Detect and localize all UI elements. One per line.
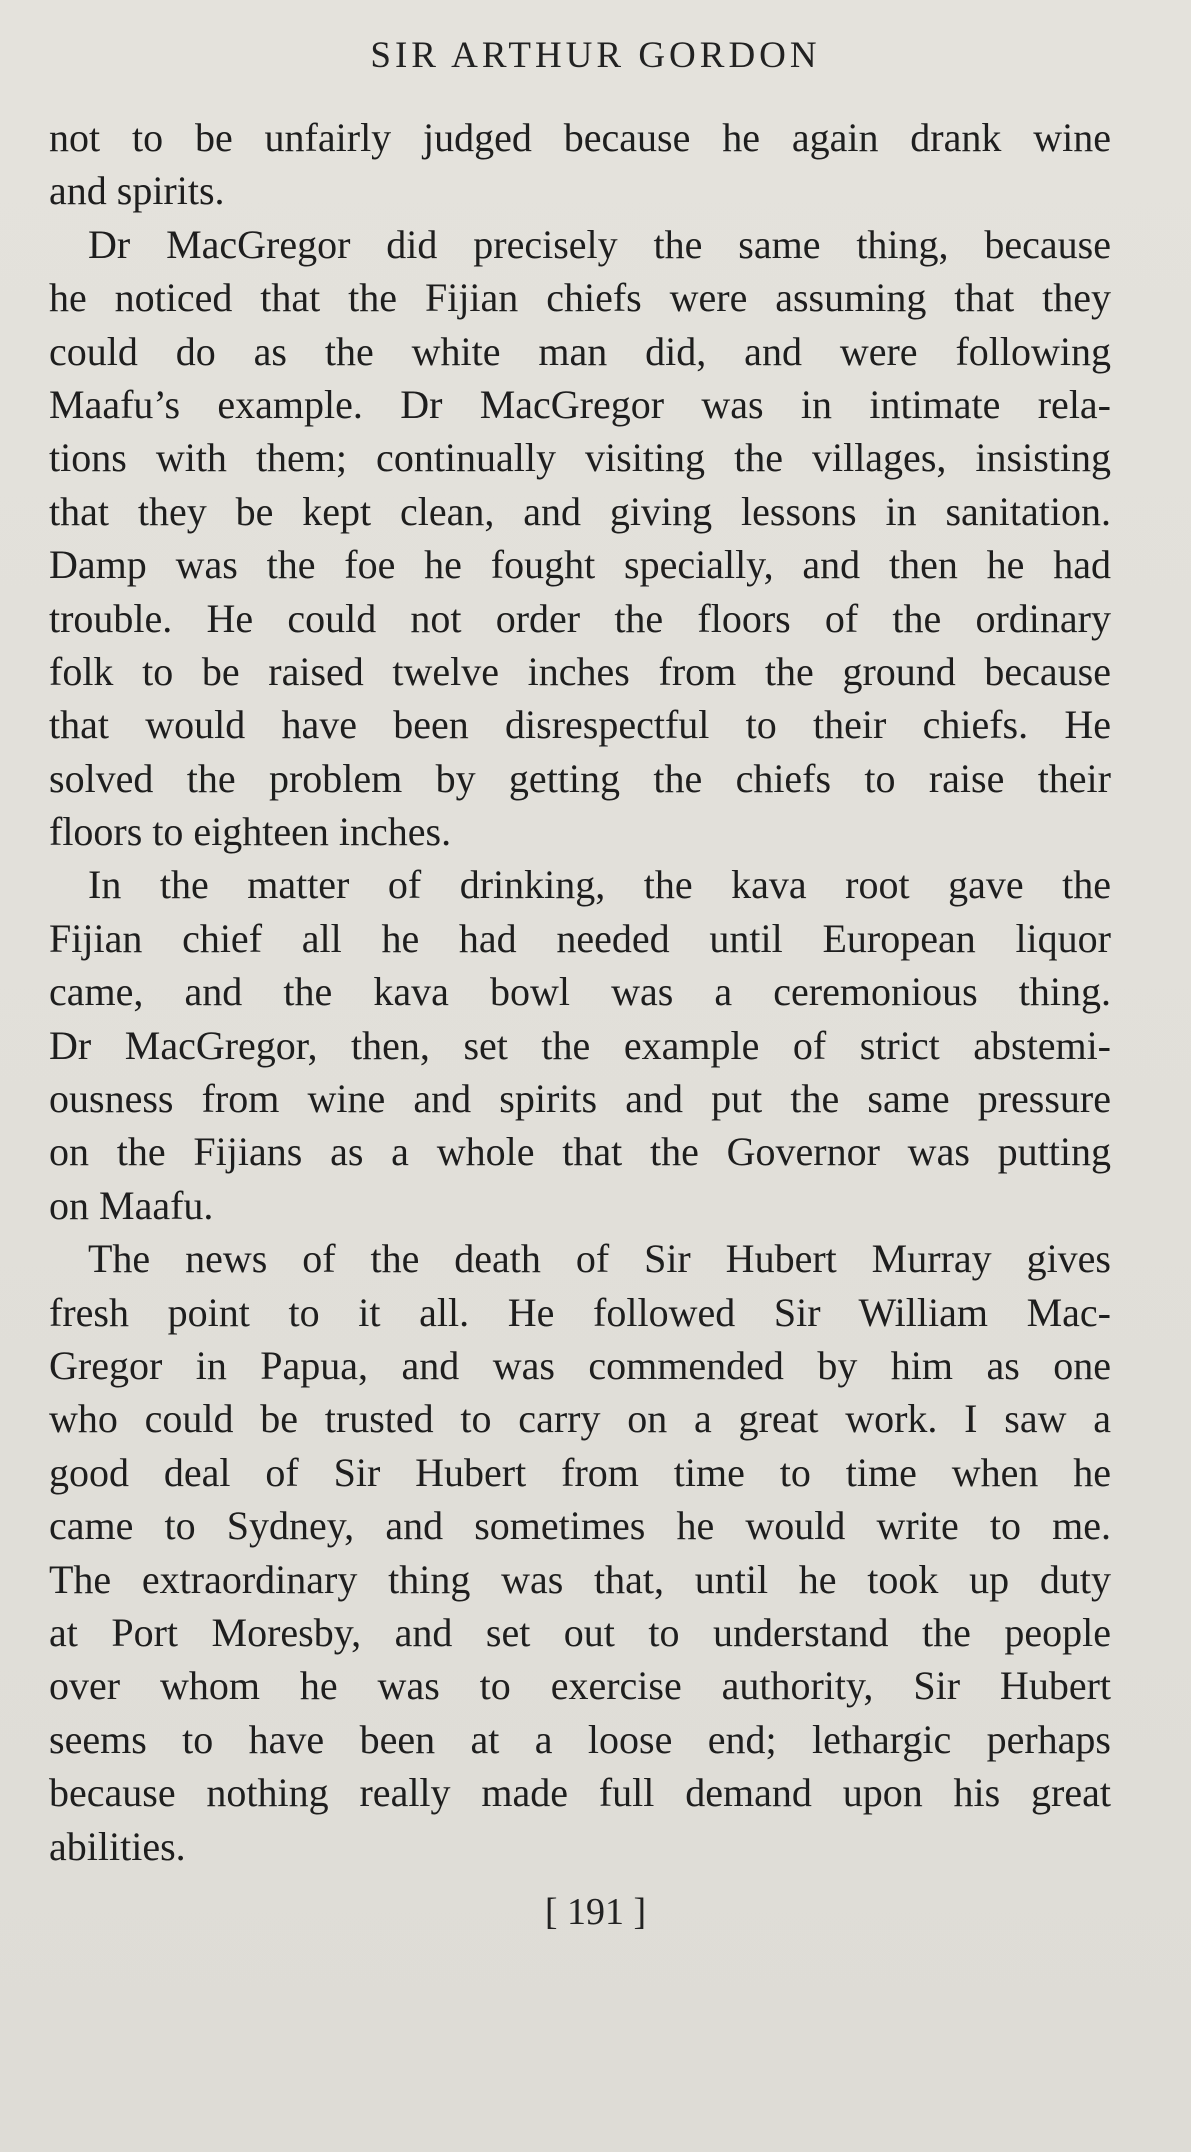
text-line: not to be unfairly judged because he again drank wine	[49, 115, 1111, 160]
text-line: on Maafu.	[49, 1182, 214, 1228]
paragraph	[49, 1232, 1111, 1873]
text-line: Damp was the foe he fought specially, and then he had	[49, 542, 1111, 588]
text-line: came to Sydney, and sometimes he would write to me.	[49, 1503, 1111, 1549]
text-line: at Port Moresby, and set out to understand the people	[49, 1609, 1111, 1655]
text-line: Fijian chief all he had needed until European liquor	[49, 915, 1111, 961]
text-line: abilities.	[49, 1823, 186, 1869]
text-line: over whom he was to exercise authority, Sir Hubert	[49, 1663, 1111, 1709]
text-line: trouble. He could not order the floors of the ordinary	[49, 595, 1111, 641]
paragraph	[49, 218, 1111, 859]
text-line: Dr MacGregor did precisely the same thing, because	[88, 221, 1111, 267]
text-line: The news of the death of Sir Hubert Murray gives	[88, 1236, 1111, 1282]
text-line: In the matter of drinking, the kava root gave the	[88, 862, 1111, 908]
text-line: came, and the kava bowl was a ceremonious thing.	[49, 969, 1111, 1015]
running-head: SIR ARTHUR GORDON	[370, 35, 821, 76]
text-line: Dr MacGregor, then, set the example of strict abstemi-	[49, 1022, 1111, 1068]
text-line: Gregor in Papua, and was commended by him as one	[49, 1342, 1111, 1388]
text-line: he noticed that the Fijian chiefs were assuming that they	[49, 275, 1111, 321]
body-text	[49, 111, 1111, 1873]
text-line: that would have been disrespectful to their chiefs. He	[49, 702, 1111, 748]
text-line: The extraordinary thing was that, until he took up duty	[49, 1556, 1111, 1602]
text-line: floors to eighteen inches.	[49, 809, 452, 855]
text-line: folk to be raised twelve inches from the ground because	[49, 648, 1111, 694]
text-line: could do as the white man did, and were following	[49, 328, 1111, 374]
text-line: tions with them; continually visiting the villages, insisting	[49, 435, 1111, 481]
text-line: who could be trusted to carry on a great work. I saw a	[49, 1396, 1111, 1442]
text-line: Maafu’s example. Dr MacGregor was in intimate rela-	[49, 381, 1111, 427]
text-line: because nothing really made full demand upon his great	[49, 1770, 1111, 1816]
text-line: solved the problem by getting the chiefs to raise their	[49, 755, 1111, 801]
text-line: good deal of Sir Hubert from time to time when he	[49, 1449, 1111, 1495]
text-line: on the Fijians as a whole that the Governor was putting	[49, 1129, 1111, 1175]
page-number: [ 191 ]	[544, 1891, 647, 1933]
text-line: ousness from wine and spirits and put the same pressure	[49, 1076, 1111, 1122]
text-line: fresh point to it all. He followed Sir William Mac-	[49, 1289, 1111, 1335]
paragraph	[49, 111, 1111, 218]
text-line: and spirits.	[49, 168, 225, 214]
paragraph	[49, 858, 1111, 1232]
text-line: seems to have been at a loose end; lethargic perhaps	[49, 1716, 1111, 1762]
text-line: that they be kept clean, and giving lessons in sanitation.	[49, 488, 1111, 534]
